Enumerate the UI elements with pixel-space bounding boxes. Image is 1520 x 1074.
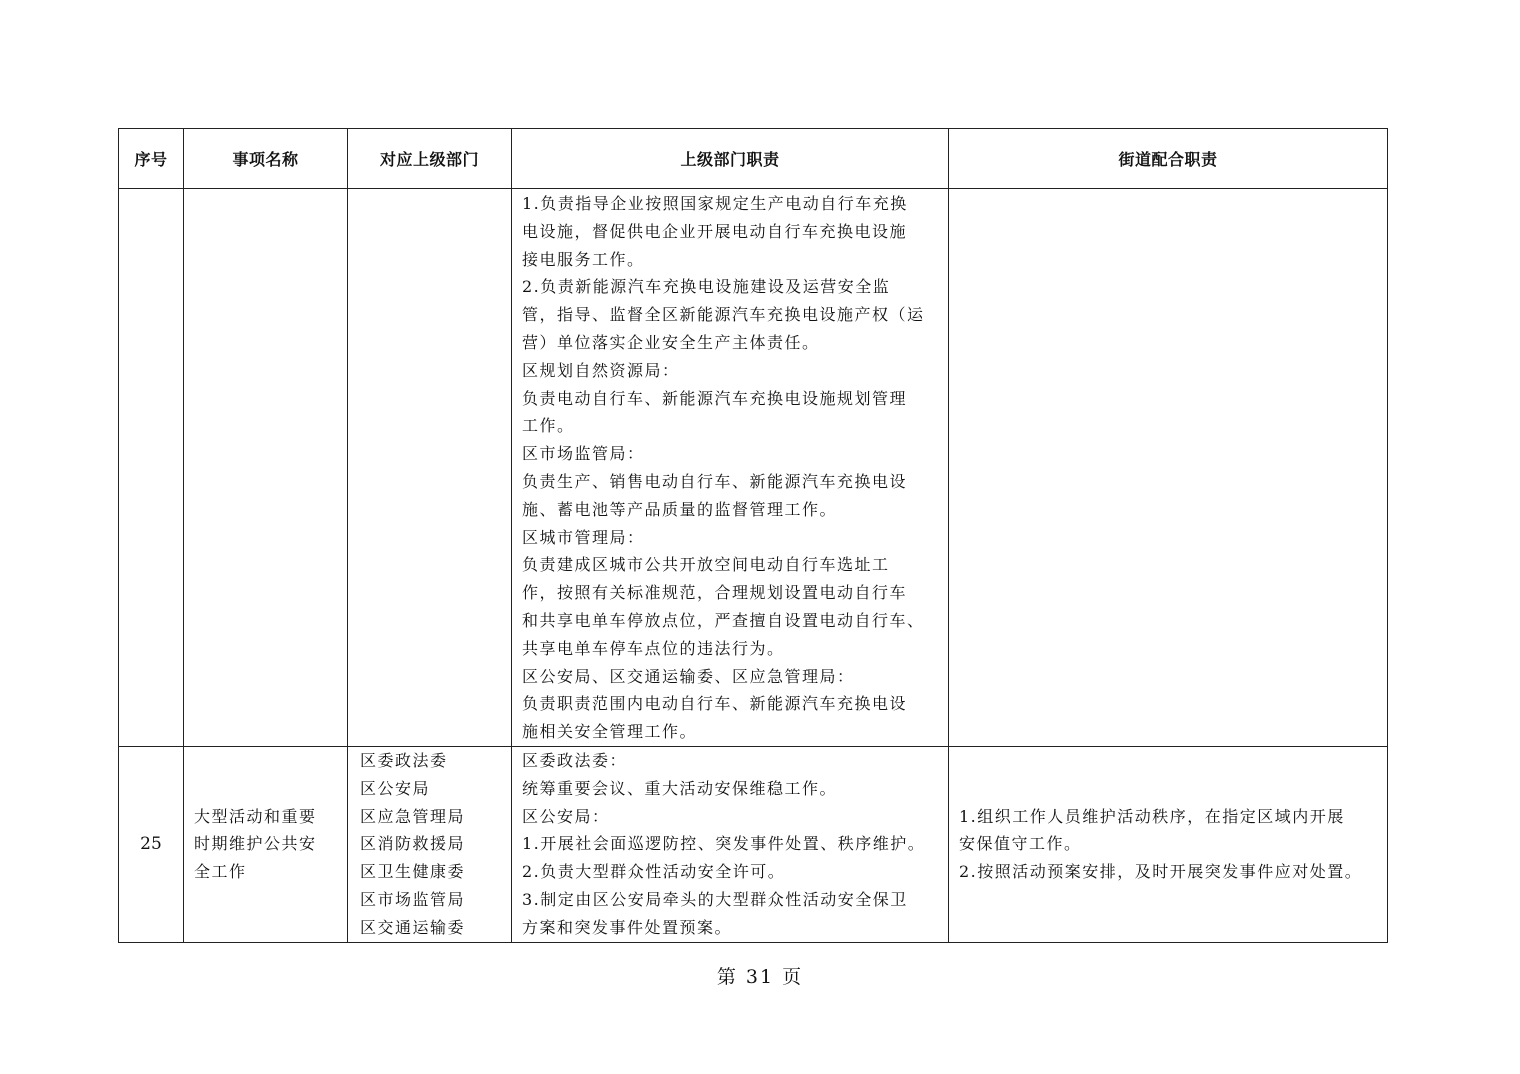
duty-line: 电设施，督促供电企业开展电动自行车充换电设施 — [522, 221, 908, 241]
duty-line: 区市场监管局： — [522, 444, 645, 464]
department-line: 区市场监管局 — [360, 889, 466, 909]
duty-line: 管，指导、监督全区新能源汽车充换电设施产权（运 — [522, 305, 925, 325]
duty-cell — [512, 746, 949, 942]
table-row — [119, 746, 1388, 942]
duty-line: 负责电动自行车、新能源汽车充换电设施规划管理 — [522, 388, 908, 408]
duty-cell — [512, 189, 949, 747]
department-line: 区公安局 — [360, 778, 431, 798]
item-name-line: 大型活动和重要 — [194, 806, 317, 826]
duty-line: 2.负责新能源汽车充换电设施建设及运营安全监 — [522, 277, 891, 297]
duty-line: 施相关安全管理工作。 — [522, 722, 698, 742]
seq-cell — [119, 746, 184, 942]
duty-line: 3.制定由区公安局牵头的大型群众性活动安全保卫 — [522, 889, 908, 909]
header-row — [119, 129, 1388, 189]
item-cell — [184, 189, 348, 747]
seq-cell — [119, 189, 184, 747]
department-line: 区消防救援局 — [360, 834, 466, 854]
department-cell — [348, 746, 512, 942]
header-item-name: 事项名称 — [184, 129, 348, 189]
duty-line: 1.负责指导企业按照国家规定生产电动自行车充换 — [522, 194, 908, 213]
duty-line: 和共享电单车停放点位，严查擅自设置电动自行车、 — [522, 610, 925, 630]
department-line: 区卫生健康委 — [360, 862, 466, 882]
duty-line: 营）单位落实企业安全生产主体责任。 — [522, 332, 820, 352]
item-cell — [184, 746, 348, 942]
duty-line: 作，按照有关标准规范，合理规划设置电动自行车 — [522, 583, 908, 603]
department-cell — [348, 189, 512, 747]
duty-line: 施、蓄电池等产品质量的监督管理工作。 — [522, 499, 838, 519]
duty-line: 负责生产、销售电动自行车、新能源汽车充换电设 — [522, 471, 908, 491]
item-name-line: 时期维护公共安 — [194, 834, 317, 854]
street-duty-line: 1.组织工作人员维护活动秩序，在指定区域内开展 — [959, 806, 1345, 826]
duty-line: 区城市管理局： — [522, 527, 645, 547]
duty-line: 区规划自然资源局： — [522, 360, 680, 380]
item-name-line: 全工作 — [194, 862, 247, 882]
duty-line: 区公安局、区交通运输委、区应急管理局： — [522, 666, 855, 686]
duty-line: 接电服务工作。 — [522, 249, 645, 269]
duty-line: 统筹重要会议、重大活动安保维稳工作。 — [522, 778, 838, 798]
duty-line: 2.负责大型群众性活动安全许可。 — [522, 862, 786, 882]
duty-line: 区公安局： — [522, 806, 610, 826]
duty-line: 负责职责范围内电动自行车、新能源汽车充换电设 — [522, 694, 908, 714]
department-line: 区交通运输委 — [360, 917, 466, 937]
street-duty-line: 2.按照活动预案安排，及时开展突发事件应对处置。 — [959, 862, 1363, 882]
table-row — [119, 189, 1388, 747]
duty-line: 方案和突发事件处置预案。 — [522, 917, 733, 937]
seq-value: 25 — [140, 834, 162, 855]
street-duty-cell — [949, 189, 1388, 747]
duty-table — [118, 128, 1388, 943]
page-number: 第 31 页 — [716, 966, 804, 988]
header-seq: 序号 — [119, 129, 184, 189]
header-department-duty: 上级部门职责 — [512, 129, 949, 189]
duty-line: 工作。 — [522, 416, 575, 436]
department-line: 区委政法委 — [360, 750, 448, 770]
header-department: 对应上级部门 — [348, 129, 512, 189]
street-duty-cell — [949, 746, 1388, 942]
duty-line: 共享电单车停车点位的违法行为。 — [522, 638, 785, 658]
duty-line: 区委政法委： — [522, 750, 628, 770]
street-duty-line: 安保值守工作。 — [959, 834, 1082, 854]
department-line: 区应急管理局 — [360, 806, 466, 826]
header-street-duty: 街道配合职责 — [949, 129, 1388, 189]
duty-line: 负责建成区城市公共开放空间电动自行车选址工 — [522, 555, 890, 575]
duty-line: 1.开展社会面巡逻防控、突发事件处置、秩序维护。 — [522, 834, 926, 854]
